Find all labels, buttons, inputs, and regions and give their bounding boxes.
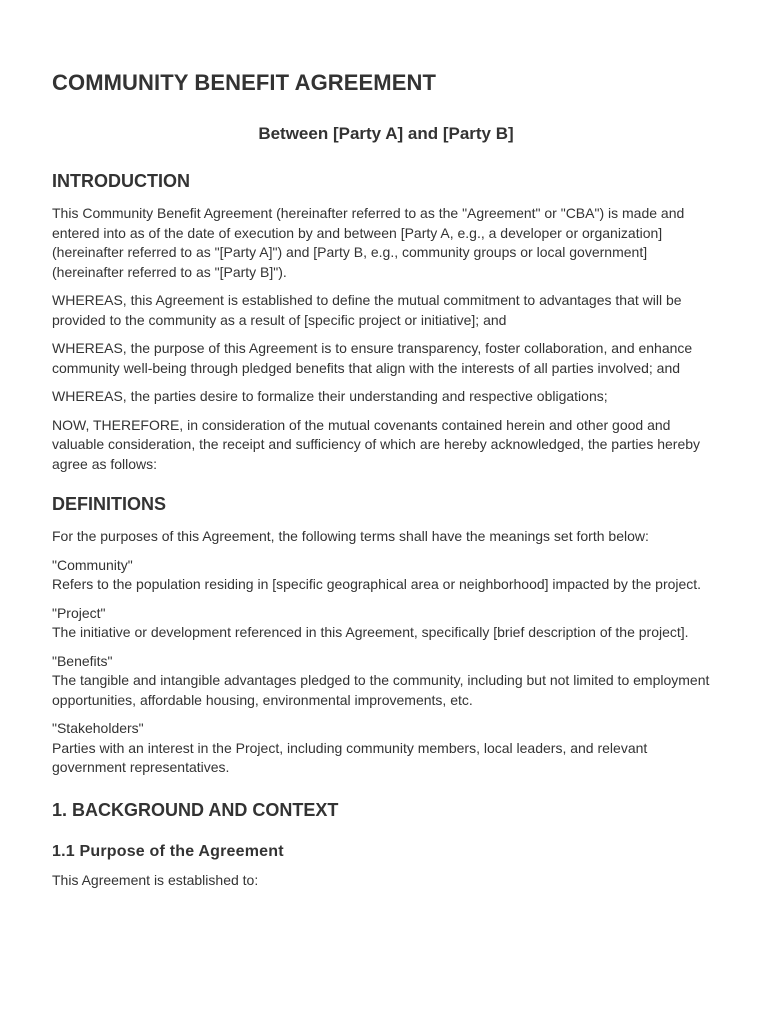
document-title: COMMUNITY BENEFIT AGREEMENT [52,70,437,95]
definition-item-community [52,556,720,595]
purpose-subheading: 1.1 Purpose of the Agreement [52,842,284,860]
background-heading: 1. BACKGROUND AND CONTEXT [52,799,339,820]
document-body [52,171,720,899]
background-section [52,800,720,891]
whereas-paragraph-1: WHEREAS, this Agreement is established to define the mutual commitment to advantages that will be provided to the community as a result of [specific project or initiative]; and [52,292,682,328]
whereas-paragraph-2: WHEREAS, the purpose of this Agreement is to ensure transparency, foster collaboration, and enhance community well-being through pledged benefits that align with the interests of all parties involved; and [52,340,693,376]
definition-text: The initiative or development referenced in this Agreement, specifically [brief description of the project]. [52,624,689,640]
definition-text: The tangible and intangible advantages pledged to the community, including but not limited to employment opportunities, affordable housing, environmental improvements, etc. [52,672,710,708]
introduction-paragraph: This Community Benefit Agreement (hereinafter referred to as the "Agreement" or "CBA") is made and entered into as of the date of execution by and between [Party A, e.g., a developer or organization] (hereinafter referred to as "[Party A]") and [Party B, e.g., community groups or local government] (hereinafter referred to as "[Party B]"). [52,205,685,280]
definition-term: "Stakeholders" [52,720,144,736]
whereas-paragraph-3: WHEREAS, the parties desire to formalize their understanding and respective obligations; [52,388,608,404]
document-subtitle: Between [Party A] and [Party B] [258,124,514,143]
definition-text: Refers to the population residing in [specific geographical area or neighborhood] impacted by the project. [52,576,702,592]
definitions-section [52,494,720,778]
purpose-text: This Agreement is established to: [52,871,259,888]
now-therefore-paragraph: NOW, THEREFORE, in consideration of the mutual covenants contained herein and other good and valuable consideration, the receipt and sufficiency of which are hereby acknowledged, the parties hereby agree as follows: [52,416,701,472]
definitions-intro: For the purposes of this Agreement, the following terms shall have the meanings set forth below: [52,528,649,544]
definition-term: "Community" [52,556,133,573]
definition-item-benefits [52,652,720,711]
definition-item-stakeholders [52,719,720,778]
introduction-section [52,171,720,474]
definition-text: Parties with an interest in the Project, including community members, local leaders, and relevant government representatives. [52,739,648,775]
definition-term: "Benefits" [52,652,113,669]
definition-term: "Project" [52,604,106,621]
definitions-heading: DEFINITIONS [52,494,167,514]
introduction-heading: INTRODUCTION [52,171,190,191]
definition-item-project [52,604,720,643]
